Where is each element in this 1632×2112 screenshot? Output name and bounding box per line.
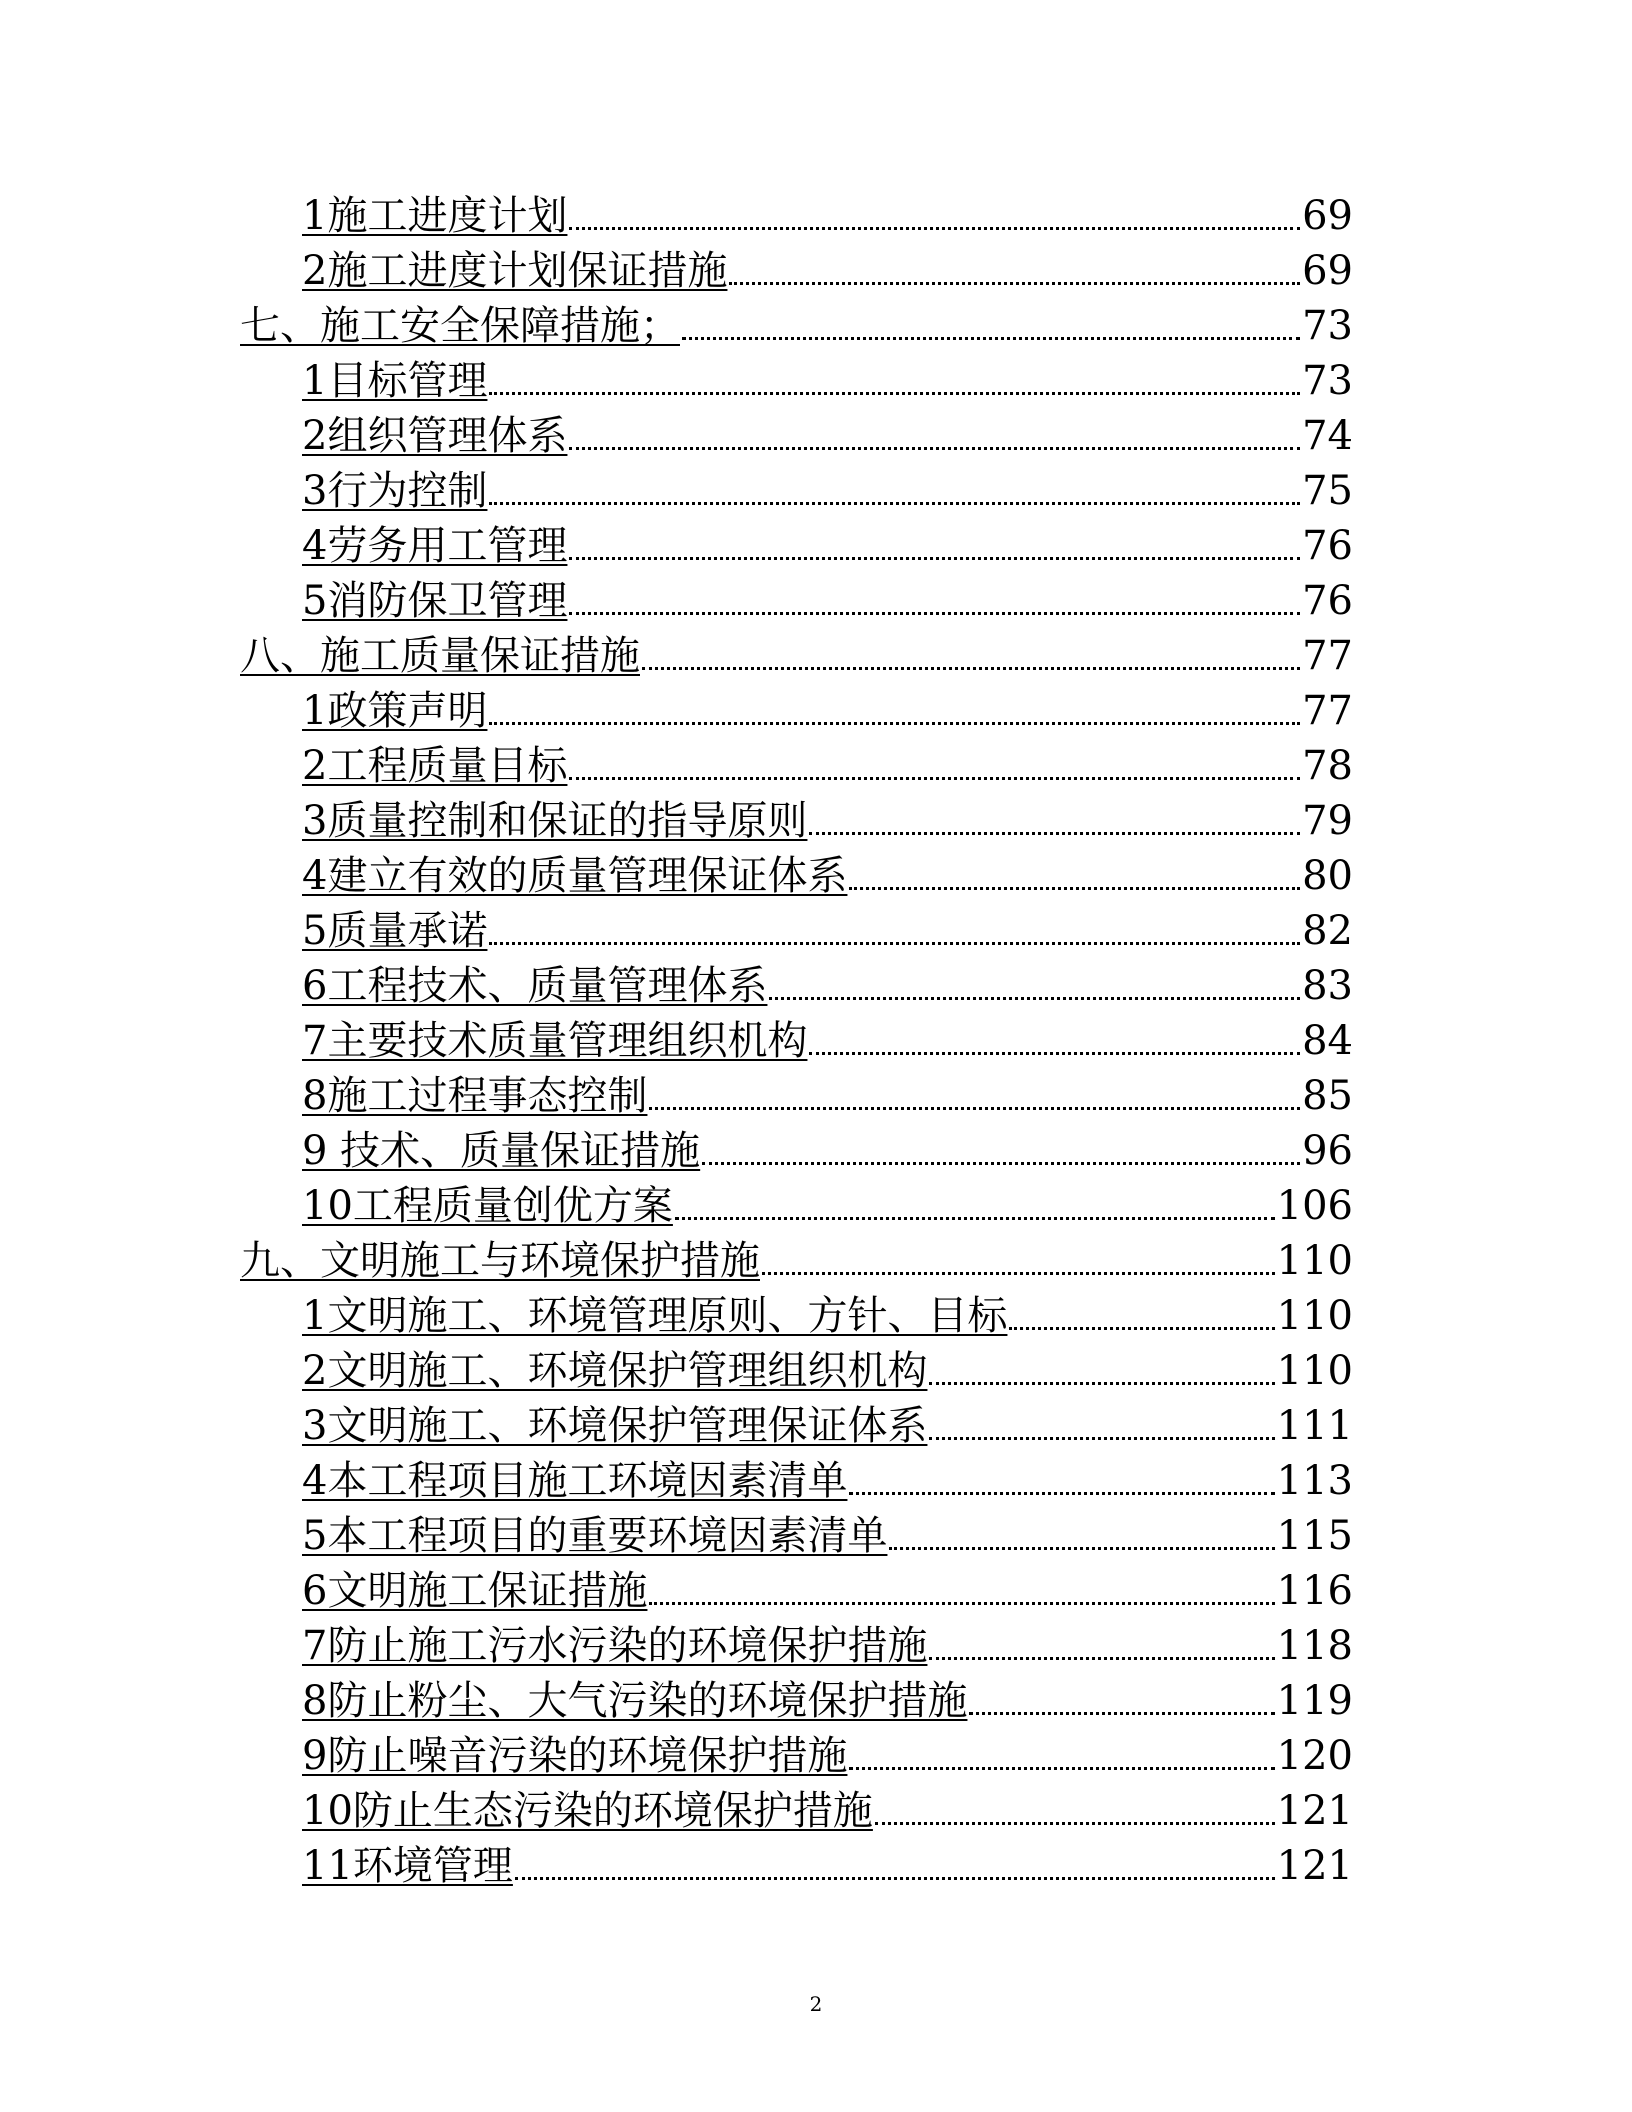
toc-dot-leader: [489, 465, 1300, 517]
toc-entry[interactable]: [302, 1015, 1353, 1067]
toc-dot-leader: [675, 1180, 1275, 1232]
toc-entry-page: 110: [1276, 1238, 1353, 1284]
toc-entry[interactable]: [302, 410, 1353, 462]
toc-entry-title: 4劳务用工管理: [302, 523, 568, 569]
toc-entry-page: 76: [1302, 578, 1353, 624]
toc-entry-title: 3文明施工、环境保护管理保证体系: [302, 1403, 928, 1449]
toc-entry-page: 73: [1302, 303, 1353, 349]
toc-entry-page: 110: [1276, 1348, 1353, 1394]
toc-entry[interactable]: [302, 190, 1353, 242]
toc-entry-page: 106: [1276, 1183, 1353, 1229]
toc-entry[interactable]: [302, 1840, 1353, 1892]
toc-dot-leader: [515, 1840, 1275, 1892]
toc-entry-title: 九、文明施工与环境保护措施: [240, 1238, 760, 1284]
toc-chapter-entry[interactable]: [240, 300, 1353, 352]
toc-entry[interactable]: [302, 1620, 1353, 1672]
toc-dot-leader: [649, 1070, 1300, 1122]
toc-dot-leader: [569, 740, 1300, 792]
toc-chapter-entry[interactable]: [240, 630, 1353, 682]
toc-entry-page: 73: [1302, 358, 1353, 404]
toc-entry-title: 1施工进度计划: [302, 193, 568, 239]
toc-entry-title: 2组织管理体系: [302, 413, 568, 459]
toc-dot-leader: [929, 1400, 1274, 1452]
toc-dot-leader: [682, 300, 1300, 352]
toc-entry[interactable]: [302, 960, 1353, 1012]
toc-dot-leader: [729, 245, 1300, 297]
toc-dot-leader: [569, 520, 1300, 572]
toc-dot-leader: [849, 1455, 1274, 1507]
toc-entry-title: 8防止粉尘、大气污染的环境保护措施: [302, 1678, 968, 1724]
toc-dot-leader: [769, 960, 1300, 1012]
toc-entry[interactable]: [302, 1730, 1353, 1782]
toc-entry-title: 1文明施工、环境管理原则、方针、目标: [302, 1293, 1008, 1339]
toc-entry-page: 110: [1276, 1293, 1353, 1339]
toc-dot-leader: [809, 795, 1300, 847]
toc-dot-leader: [762, 1235, 1275, 1287]
toc-entry-title: 3质量控制和保证的指导原则: [302, 798, 808, 844]
toc-entry[interactable]: [302, 1510, 1353, 1562]
toc-entry-page: 77: [1302, 633, 1353, 679]
toc-entry[interactable]: [302, 850, 1353, 902]
toc-entry[interactable]: [302, 1070, 1353, 1122]
toc-entry[interactable]: [302, 1180, 1353, 1232]
toc-entry-page: 96: [1302, 1128, 1353, 1174]
toc-dot-leader: [569, 190, 1300, 242]
toc-chapter-entry[interactable]: [240, 1235, 1353, 1287]
toc-entry[interactable]: [302, 355, 1353, 407]
toc-entry-page: 83: [1302, 963, 1353, 1009]
toc-entry-title: 5本工程项目的重要环境因素清单: [302, 1513, 888, 1559]
toc-dot-leader: [809, 1015, 1300, 1067]
toc-entry-title: 4本工程项目施工环境因素清单: [302, 1458, 848, 1504]
toc-entry-title: 10防止生态污染的环境保护措施: [302, 1788, 873, 1834]
toc-entry-page: 115: [1276, 1513, 1353, 1559]
toc-entry[interactable]: [302, 685, 1353, 737]
toc-dot-leader: [969, 1675, 1274, 1727]
toc-dot-leader: [702, 1125, 1300, 1177]
toc-entry-page: 75: [1302, 468, 1353, 514]
toc-entry-page: 85: [1302, 1073, 1353, 1119]
toc-dot-leader: [929, 1620, 1274, 1672]
toc-entry-title: 八、施工质量保证措施: [240, 633, 640, 679]
toc-entry-page: 76: [1302, 523, 1353, 569]
toc-entry-page: 119: [1276, 1678, 1353, 1724]
toc-entry-title: 8施工过程事态控制: [302, 1073, 648, 1119]
toc-entry-title: 2文明施工、环境保护管理组织机构: [302, 1348, 928, 1394]
toc-dot-leader: [929, 1345, 1274, 1397]
toc-dot-leader: [1009, 1290, 1274, 1342]
toc-entry-page: 78: [1302, 743, 1353, 789]
toc-entry-title: 2施工进度计划保证措施: [302, 248, 728, 294]
toc-entry-title: 9 技术、质量保证措施: [302, 1128, 701, 1174]
toc-dot-leader: [642, 630, 1300, 682]
toc-entry-page: 74: [1302, 413, 1353, 459]
toc-dot-leader: [849, 850, 1300, 902]
toc-dot-leader: [489, 905, 1300, 957]
toc-entry-page: 116: [1276, 1568, 1353, 1614]
toc-entry-title: 3行为控制: [302, 468, 488, 514]
toc-entry-title: 6文明施工保证措施: [302, 1568, 648, 1614]
toc-entry-page: 69: [1302, 193, 1353, 239]
toc-entry-page: 79: [1302, 798, 1353, 844]
toc-entry-title: 7主要技术质量管理组织机构: [302, 1018, 808, 1064]
toc-entry[interactable]: [302, 1125, 1353, 1177]
toc-entry-title: 1目标管理: [302, 358, 488, 404]
toc-entry-page: 118: [1276, 1623, 1353, 1669]
toc-entry-page: 113: [1276, 1458, 1353, 1504]
toc-entry-title: 1政策声明: [302, 688, 488, 734]
toc-entry-page: 121: [1276, 1788, 1353, 1834]
toc-entry[interactable]: [302, 740, 1353, 792]
toc-entry[interactable]: [302, 1565, 1353, 1617]
toc-entry-title: 11环境管理: [302, 1843, 513, 1889]
toc-entry-title: 2工程质量目标: [302, 743, 568, 789]
toc-entry[interactable]: [302, 1290, 1353, 1342]
toc-entry[interactable]: [302, 1345, 1353, 1397]
toc-entry[interactable]: [302, 245, 1353, 297]
page-number: 2: [809, 1992, 823, 2016]
toc-entry-page: 120: [1276, 1733, 1353, 1779]
toc-entry[interactable]: [302, 465, 1353, 517]
toc-entry-page: 80: [1302, 853, 1353, 899]
toc-entry-page: 77: [1302, 688, 1353, 734]
toc-entry-title: 5质量承诺: [302, 908, 488, 954]
toc-dot-leader: [489, 685, 1300, 737]
toc-entry[interactable]: [302, 1400, 1353, 1452]
toc-entry[interactable]: [302, 795, 1353, 847]
toc-entry[interactable]: [302, 520, 1353, 572]
toc-entry-title: 5消防保卫管理: [302, 578, 568, 624]
toc-dot-leader: [569, 575, 1300, 627]
toc-dot-leader: [489, 355, 1300, 407]
toc-entry-page: 84: [1302, 1018, 1353, 1064]
toc-entry-title: 10工程质量创优方案: [302, 1183, 673, 1229]
toc-entry-page: 69: [1302, 248, 1353, 294]
toc-dot-leader: [649, 1565, 1274, 1617]
toc-entry-title: 9防止噪音污染的环境保护措施: [302, 1733, 848, 1779]
toc-dot-leader: [875, 1785, 1275, 1837]
toc-entry-page: 82: [1302, 908, 1353, 954]
toc-entry[interactable]: [302, 1455, 1353, 1507]
toc-entry-title: 4建立有效的质量管理保证体系: [302, 853, 848, 899]
toc-entry-page: 111: [1276, 1403, 1353, 1449]
toc-entry[interactable]: [302, 575, 1353, 627]
toc-entry-title: 七、施工安全保障措施；: [240, 303, 680, 349]
toc-dot-leader: [889, 1510, 1274, 1562]
toc-entry[interactable]: [302, 1785, 1353, 1837]
toc-entry-title: 7防止施工污水污染的环境保护措施: [302, 1623, 928, 1669]
toc-entry[interactable]: [302, 905, 1353, 957]
toc-entry-page: 121: [1276, 1843, 1353, 1889]
toc-entry[interactable]: [302, 1675, 1353, 1727]
toc-entry-title: 6工程技术、质量管理体系: [302, 963, 768, 1009]
toc-dot-leader: [849, 1730, 1274, 1782]
toc-dot-leader: [569, 410, 1300, 462]
